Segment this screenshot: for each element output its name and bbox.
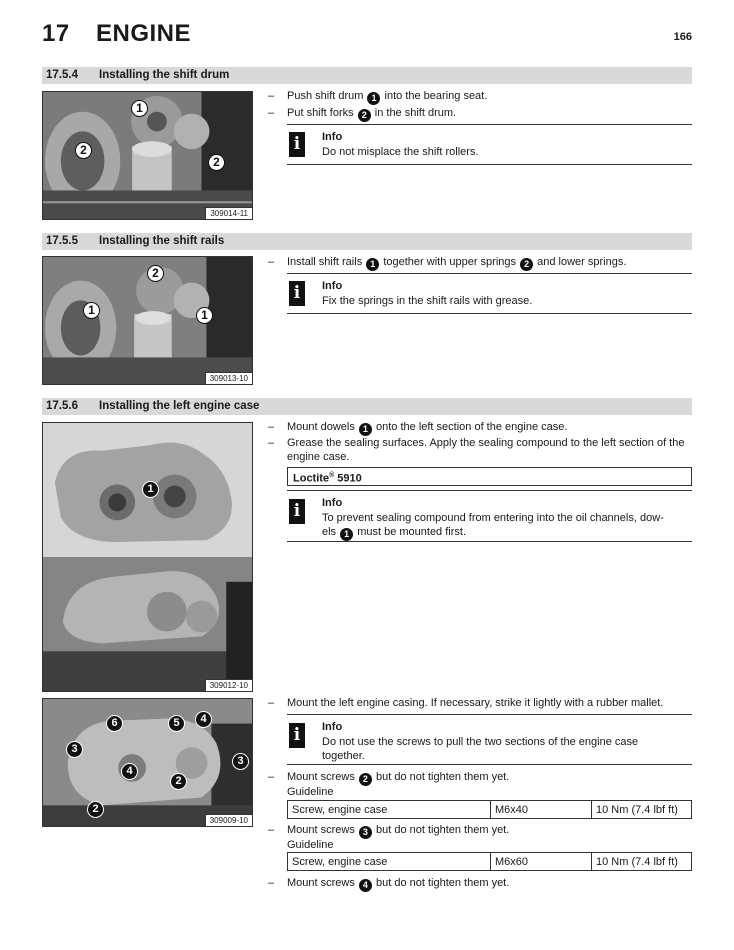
number-badge: 3 (359, 826, 372, 839)
callout-1: 1 (196, 307, 213, 324)
step-text: Put shift forks (287, 107, 354, 119)
callout-4: 4 (121, 763, 138, 780)
info-text: Do not misplace the shift rollers. (322, 146, 479, 158)
step-text: Grease the sealing surfaces. Apply the sealing compound to the left section of the engine case. (287, 437, 685, 463)
callout-1: 1 (131, 100, 148, 117)
step-dash: – (268, 107, 275, 119)
info-title: Info (322, 280, 343, 292)
page-header (42, 20, 692, 54)
callout-3: 3 (66, 741, 83, 758)
table-row (288, 853, 692, 871)
chapter-title: ENGINE (96, 20, 192, 47)
step-text: Mount the left engine casing. If necessary, strike it lightly with a rubber mallet. (287, 697, 664, 709)
step-item (268, 876, 692, 892)
section-title: Installing the left engine case (99, 400, 260, 412)
spec-table (287, 852, 692, 871)
step-text: but do not tighten them yet. (375, 877, 510, 889)
callout-2: 2 (87, 801, 104, 818)
callout-5: 5 (168, 715, 185, 732)
callout-6: 6 (106, 715, 123, 732)
step-text: Mount screws (287, 877, 355, 889)
chapter-heading (42, 20, 191, 48)
page-number: 166 (673, 31, 692, 43)
step-item (268, 436, 692, 464)
number-badge: 4 (359, 879, 372, 892)
photo-caption: 309013-10 (205, 372, 252, 384)
table-cell: M6x40 (491, 801, 592, 819)
section-heading (42, 398, 692, 415)
number-badge: 1 (359, 423, 372, 436)
callout-3: 3 (232, 753, 249, 770)
step-text: into the bearing seat. (384, 90, 488, 102)
info-box (287, 273, 692, 314)
info-text-line: To prevent sealing compound from entering into the oil channels, dow- (322, 512, 664, 524)
callout-2: 2 (75, 142, 92, 159)
step-item (268, 696, 692, 710)
number-badge: 1 (340, 528, 353, 541)
step-text: and lower springs. (537, 256, 627, 268)
section-title: Installing the shift drum (99, 69, 230, 81)
info-text: Do not use the screws to pull the two sections of the engine case together. (322, 736, 639, 762)
step-item (268, 420, 692, 436)
step-dash: – (268, 256, 275, 268)
section-number: 17.5.5 (46, 235, 78, 247)
info-title: Info (322, 721, 343, 733)
step-text: in the shift drum. (374, 107, 457, 119)
info-icon: i (289, 132, 305, 157)
number-badge: 1 (367, 92, 380, 105)
info-title: Info (322, 497, 343, 509)
info-box (287, 714, 692, 765)
photo-shift-rails (42, 256, 253, 385)
callout-2: 2 (147, 265, 164, 282)
table-row (288, 801, 692, 819)
table-cell: 10 Nm (7.4 lbf ft) (592, 801, 692, 819)
info-box (287, 124, 692, 165)
info-icon: i (289, 499, 305, 524)
sealant-name: Loctite (293, 472, 330, 485)
info-icon: i (289, 281, 305, 306)
step-dash: – (268, 877, 275, 889)
step-text: but do not tighten them yet. (375, 771, 510, 783)
photo-caption: 309009-10 (205, 814, 252, 826)
photo-shift-drum (42, 91, 253, 220)
number-badge: 2 (359, 773, 372, 786)
step-dash: – (268, 90, 275, 102)
callout-2: 2 (170, 773, 187, 790)
info-text-line: must be mounted first. (357, 526, 467, 538)
step-text: but do not tighten them yet. (375, 824, 510, 836)
photo-caption: 309012-10 (205, 679, 252, 691)
step-dash: – (268, 697, 275, 709)
number-badge: 2 (520, 258, 533, 271)
step-text: Mount screws (287, 824, 355, 836)
table-cell: M6x60 (491, 853, 592, 871)
registered-mark: ® (329, 472, 335, 479)
photo-engine-screws (42, 698, 253, 827)
step-item (268, 770, 692, 786)
callout-1: 1 (83, 302, 100, 319)
info-text (322, 511, 682, 541)
table-cell: Screw, engine case (288, 853, 491, 871)
step-text: onto the left section of the engine case. (376, 421, 568, 433)
step-text: Install shift rails (287, 256, 363, 268)
number-badge: 1 (366, 258, 379, 271)
info-title: Info (322, 131, 343, 143)
info-text-line: els (322, 526, 337, 538)
section-title: Installing the shift rails (99, 235, 225, 247)
engine-photo (43, 699, 252, 826)
spec-table (287, 800, 692, 819)
section-heading (42, 67, 692, 84)
step-text: Mount screws (287, 771, 355, 783)
step-dash: – (268, 437, 275, 449)
number-badge: 2 (358, 109, 371, 122)
callout-4: 4 (195, 711, 212, 728)
table-cell: Screw, engine case (288, 801, 491, 819)
step-text: Mount dowels (287, 421, 355, 433)
callout-2: 2 (208, 154, 225, 171)
sealant-spec (287, 467, 692, 486)
step-item (268, 89, 692, 105)
sealant-number: 5910 (334, 472, 362, 485)
step-dash: – (268, 824, 275, 836)
step-text: together with upper springs (383, 256, 517, 268)
callout-1: 1 (142, 481, 159, 498)
guideline-label: Guideline (287, 839, 334, 851)
step-text: Push shift drum (287, 90, 364, 102)
step-dash: – (268, 771, 275, 783)
section-heading (42, 233, 692, 250)
section-number: 17.5.6 (46, 400, 78, 412)
chapter-number: 17 (42, 20, 70, 47)
guideline-label: Guideline (287, 786, 334, 798)
step-item (268, 255, 692, 271)
info-text: Fix the springs in the shift rails with grease. (322, 295, 533, 307)
photo-left-engine-case (42, 422, 253, 692)
step-dash: – (268, 421, 275, 433)
section-number: 17.5.4 (46, 69, 78, 81)
step-item (268, 823, 692, 839)
info-icon: i (289, 723, 305, 748)
engine-photo (43, 423, 252, 691)
info-box (287, 490, 692, 542)
step-item (268, 106, 692, 122)
photo-caption: 309014-11 (205, 207, 252, 219)
table-cell: 10 Nm (7.4 lbf ft) (592, 853, 692, 871)
